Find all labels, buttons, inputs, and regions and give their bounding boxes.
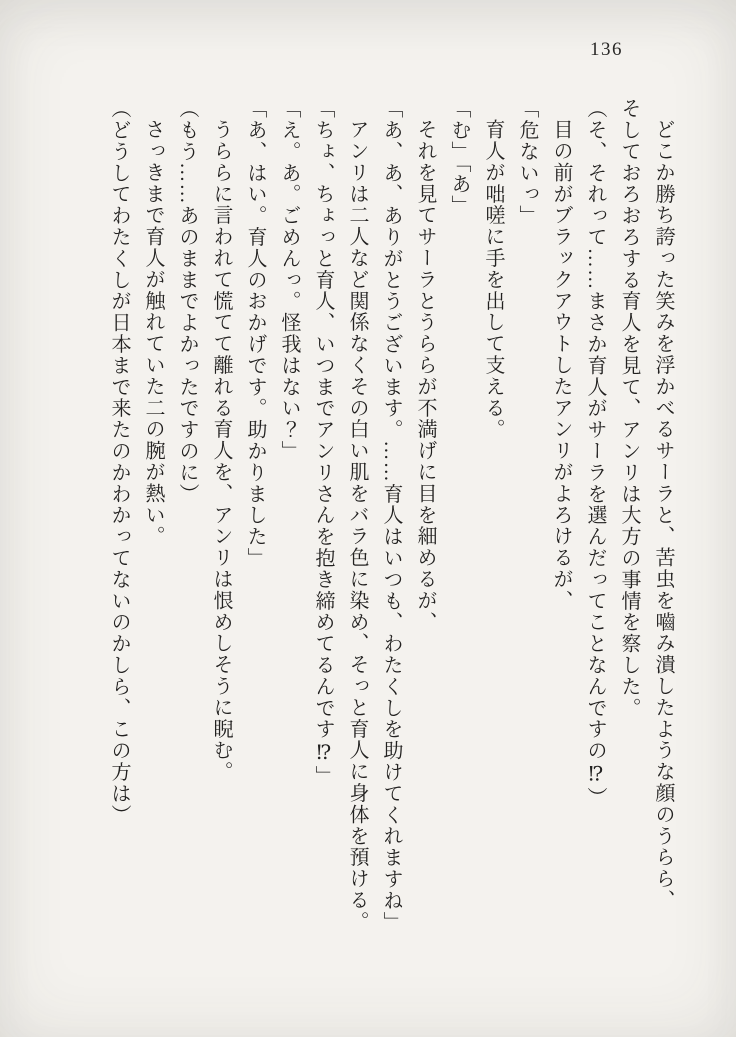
page-number: 136 [590, 39, 623, 60]
text-line: うららに言われて慌てて離れる育人を、アンリは恨めしそうに睨む。 [210, 119, 232, 783]
text-line: 「あ、あ、ありがとうございます。……育人はいつも、わたくしを助けてくれますね」 [380, 98, 402, 933]
text-line: 「危ないっ」 [516, 98, 538, 227]
text-line: 「あ、はい。育人のおかげです。助かりました」 [244, 98, 266, 569]
text-line: 育人が咄嗟に手を出して支える。 [482, 119, 504, 440]
text-line: （もう……あのままでよかったですのに） [176, 98, 198, 505]
text-line: アンリは二人など関係なくその白い肌をバラ色に染め、そっと育人に身体を預ける。 [346, 119, 368, 933]
text-line: 「え。あ。ごめんっ。怪我はない？」 [278, 98, 300, 462]
text-line: どこか勝ち誇った笑みを浮かべるサーラと、苦虫を嚙み潰したような顔のうらら、 [652, 119, 674, 911]
text-line: 「む」「あ」 [448, 98, 470, 217]
vertical-text-block [102, 98, 680, 958]
text-line: 目の前がブラックアウトしたアンリがよろけるが、 [550, 119, 572, 612]
text-line: （そ、それって……まさか育人がサーラを選んだってことなんですの⁉） [584, 98, 606, 809]
text-line: （どうしてわたくしが日本まで来たのかわかってないのかしら、この方は） [108, 98, 130, 826]
text-line: さっきまで育人が触れていた二の腕が熱い。 [142, 119, 164, 547]
text-line: 「ちょ、ちょっと育人、いつまでアンリさんを抱き締めてるんです⁉」 [312, 98, 334, 787]
text-line: それを見てサーラとうららが不満げに目を細めるが、 [414, 119, 436, 633]
text-line: そしておろおろする育人を見て、アンリは大方の事情を察した。 [618, 98, 640, 719]
